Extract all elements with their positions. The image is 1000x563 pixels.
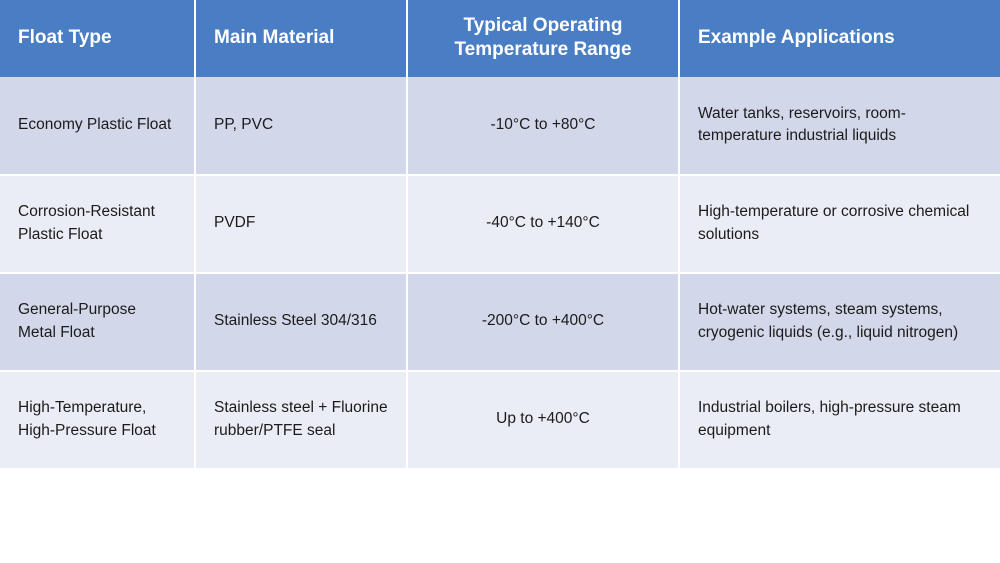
cell-main-material: Stainless Steel 304/316 [195,273,407,371]
column-header-float-type: Float Type [0,0,195,77]
table-row [0,175,1000,273]
table-body [0,77,1000,469]
cell-main-material: PP, PVC [195,77,407,175]
table-row [0,371,1000,469]
cell-float-type: Economy Plastic Float [0,77,195,175]
cell-float-type: High-Temperature, High-Pressure Float [0,371,195,469]
cell-temperature-range: -200°C to +400°C [407,273,679,371]
cell-temperature-range: -40°C to +140°C [407,175,679,273]
cell-example-applications: Hot-water systems, steam systems, cryogenic liquids (e.g., liquid nitrogen) [679,273,1000,371]
cell-main-material: PVDF [195,175,407,273]
cell-temperature-range: Up to +400°C [407,371,679,469]
table-row [0,77,1000,175]
column-header-example-applications: Example Applications [679,0,1000,77]
cell-float-type: Corrosion-Resistant Plastic Float [0,175,195,273]
column-header-temperature-range: Typical Operating Temperature Range [407,0,679,77]
table-header-row [0,0,1000,77]
cell-main-material: Stainless steel + Fluorine rubber/PTFE seal [195,371,407,469]
table-header [0,0,1000,77]
table-row [0,273,1000,371]
cell-example-applications: Water tanks, reservoirs, room-temperature industrial liquids [679,77,1000,175]
cell-temperature-range: -10°C to +80°C [407,77,679,175]
column-header-main-material: Main Material [195,0,407,77]
cell-example-applications: Industrial boilers, high-pressure steam equipment [679,371,1000,469]
cell-example-applications: High-temperature or corrosive chemical solutions [679,175,1000,273]
cell-float-type: General-Purpose Metal Float [0,273,195,371]
